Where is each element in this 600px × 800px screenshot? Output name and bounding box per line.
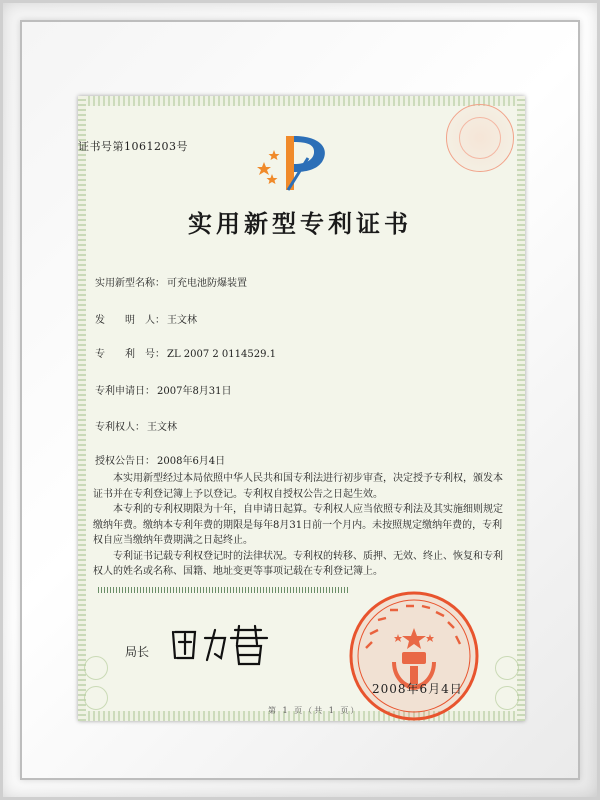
- director-label: 局长: [125, 645, 150, 659]
- field-value: 可充电池防爆装置: [167, 278, 247, 289]
- field-label: 专利申请日：: [95, 386, 155, 397]
- certificate-number: 证书号第1061203号: [78, 140, 188, 153]
- field-value: 2007年8月31日: [157, 386, 232, 397]
- body-paragraph: 本实用新型经过本局依照中华人民共和国专利法进行初步审查，决定授予专利权，颁发本证书并在专利登记簿上予以登记。专利权自授权公告之日起生效。: [93, 473, 503, 500]
- decoration-leaf: [84, 656, 108, 680]
- security-strip: [98, 587, 348, 593]
- official-seal-icon: [348, 590, 480, 722]
- director-signature-icon: [165, 620, 275, 668]
- issue-date: 2008年6月4日: [372, 682, 463, 696]
- field-value: 王文林: [167, 315, 197, 326]
- field-application-date: [95, 382, 232, 397]
- field-label: 授权公告日：: [95, 456, 155, 467]
- field-label: 发 明 人：: [95, 315, 165, 326]
- patent-office-logo-icon: [250, 128, 340, 198]
- field-utility-model-name: [95, 274, 247, 289]
- border-pattern-top: [78, 96, 525, 106]
- page-number: 第 1 页（共 1 页）: [268, 706, 361, 715]
- field-grant-announcement-date: [95, 452, 225, 467]
- border-pattern-right: [517, 96, 525, 721]
- field-value: 2008年6月4日: [157, 456, 226, 467]
- field-patent-number: [95, 345, 276, 360]
- field-label: 专利权人：: [95, 422, 145, 433]
- body-paragraph: 本专利的专利权期限为十年，自申请日起算。专利权人应当依照专利法及其实施细则规定缴纳年费。缴纳本专利年费的期限是每年8月31日前一个月内。未按照规定缴纳年费的，专利权自应当缴纳年费期满之日起终止。: [93, 504, 503, 546]
- decoration-leaf: [495, 656, 519, 680]
- field-patentee: [95, 418, 177, 433]
- decoration-leaf: [84, 686, 108, 710]
- field-value: ZL 2007 2 0114529.1: [167, 349, 277, 360]
- field-inventor: [95, 311, 197, 326]
- registration-stamp: [446, 104, 514, 172]
- field-label: 专 利 号：: [95, 349, 165, 360]
- decoration-leaf: [495, 686, 519, 710]
- certificate-body: [93, 471, 508, 580]
- body-paragraph: 专利证书记载专利权登记时的法律状况。专利权的转移、质押、无效、终止、恢复和专利权人的姓名或名称、国籍、地址变更等事项记载在专利登记簿上。: [93, 550, 503, 577]
- border-pattern-left: [78, 96, 86, 721]
- certificate-title: 实用新型专利证书: [188, 209, 412, 238]
- field-value: 王文林: [147, 422, 177, 433]
- field-label: 实用新型名称：: [95, 278, 165, 289]
